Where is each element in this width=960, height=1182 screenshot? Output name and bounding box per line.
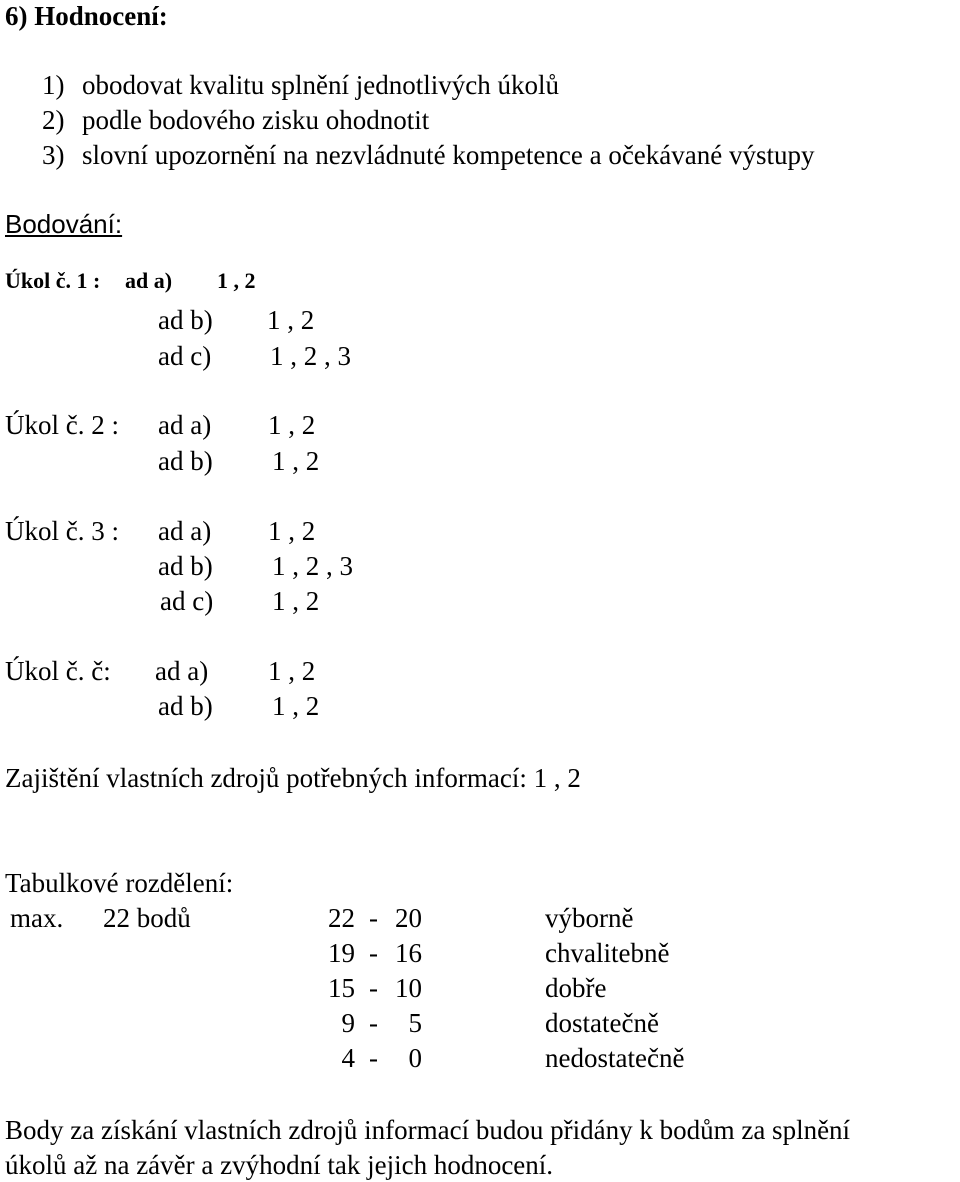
grading-heading: Tabulkové rozdělení: bbox=[5, 868, 234, 898]
range-to: 0 bbox=[408, 1043, 422, 1073]
task-points: 1 , 2 bbox=[272, 691, 320, 721]
grade-label: dobře bbox=[545, 973, 607, 1003]
task-points: 1 , 2 , 3 bbox=[270, 341, 351, 371]
section-heading: 6) Hodnocení: bbox=[5, 1, 168, 31]
range-separator: - bbox=[369, 1008, 378, 1038]
task-points: 1 , 2 bbox=[217, 268, 256, 293]
range-from: 4 bbox=[341, 1043, 355, 1073]
task-label: Úkol č. 1 : bbox=[5, 268, 101, 293]
range-separator: - bbox=[369, 1043, 378, 1073]
task-item: ad c) bbox=[160, 586, 214, 616]
task-points: 1 , 2 bbox=[268, 656, 316, 686]
closing-note-line-2: úkolů až na závěr a zvýhodní tak jejich hodnocení. bbox=[5, 1150, 554, 1180]
grade-label: nedostatečně bbox=[545, 1043, 685, 1073]
task-points: 1 , 2 bbox=[268, 516, 316, 546]
range-separator: - bbox=[369, 903, 378, 933]
task-points: 1 , 2 bbox=[268, 410, 316, 440]
task-item: ad a) bbox=[158, 410, 212, 440]
task-points: 1 , 2 bbox=[267, 305, 315, 335]
range-to: 16 bbox=[395, 938, 422, 968]
max-label: max. bbox=[10, 903, 64, 933]
range-to: 10 bbox=[395, 973, 422, 1003]
grade-label: výborně bbox=[545, 903, 634, 933]
list-item: obodovat kvalitu splnění jednotlivých úkolů bbox=[82, 70, 559, 100]
task-item: ad b) bbox=[158, 446, 213, 476]
range-to: 5 bbox=[408, 1008, 422, 1038]
task-item: ad b) bbox=[158, 305, 213, 335]
range-from: 15 bbox=[328, 973, 355, 1003]
closing-note-line-1: Body za získání vlastních zdrojů informací budou přidány k bodům za splnění bbox=[5, 1115, 851, 1145]
task-item: ad b) bbox=[158, 551, 213, 581]
range-from: 19 bbox=[328, 938, 355, 968]
list-number: 2) bbox=[42, 105, 65, 135]
range-from: 9 bbox=[341, 1008, 355, 1038]
range-separator: - bbox=[369, 938, 378, 968]
task-item: ad c) bbox=[158, 341, 212, 371]
task-points: 1 , 2 , 3 bbox=[272, 551, 353, 581]
range-to: 20 bbox=[395, 903, 422, 933]
list-number: 1) bbox=[42, 70, 65, 100]
list-item: podle bodového zisku ohodnotit bbox=[82, 105, 430, 135]
grade-label: chvalitebně bbox=[545, 938, 670, 968]
task-item: ad a) bbox=[125, 268, 173, 293]
grade-label: dostatečně bbox=[545, 1008, 659, 1038]
range-from: 22 bbox=[328, 903, 355, 933]
sources-points-line: Zajištění vlastních zdrojů potřebných informací: 1 , 2 bbox=[5, 763, 581, 793]
task-item: ad b) bbox=[158, 691, 213, 721]
list-item: slovní upozornění na nezvládnuté kompetence a očekávané výstupy bbox=[82, 140, 815, 170]
task-points: 1 , 2 bbox=[272, 446, 320, 476]
scoring-heading: Bodování: bbox=[5, 209, 123, 239]
task-item: ad a) bbox=[155, 656, 209, 686]
task-item: ad a) bbox=[158, 516, 212, 546]
max-points: 22 bodů bbox=[103, 903, 191, 933]
range-separator: - bbox=[369, 973, 378, 1003]
list-number: 3) bbox=[42, 140, 65, 170]
task-label: Úkol č. č: bbox=[5, 656, 111, 686]
task-points: 1 , 2 bbox=[272, 586, 320, 616]
task-label: Úkol č. 3 : bbox=[5, 516, 119, 546]
task-label: Úkol č. 2 : bbox=[5, 410, 119, 440]
